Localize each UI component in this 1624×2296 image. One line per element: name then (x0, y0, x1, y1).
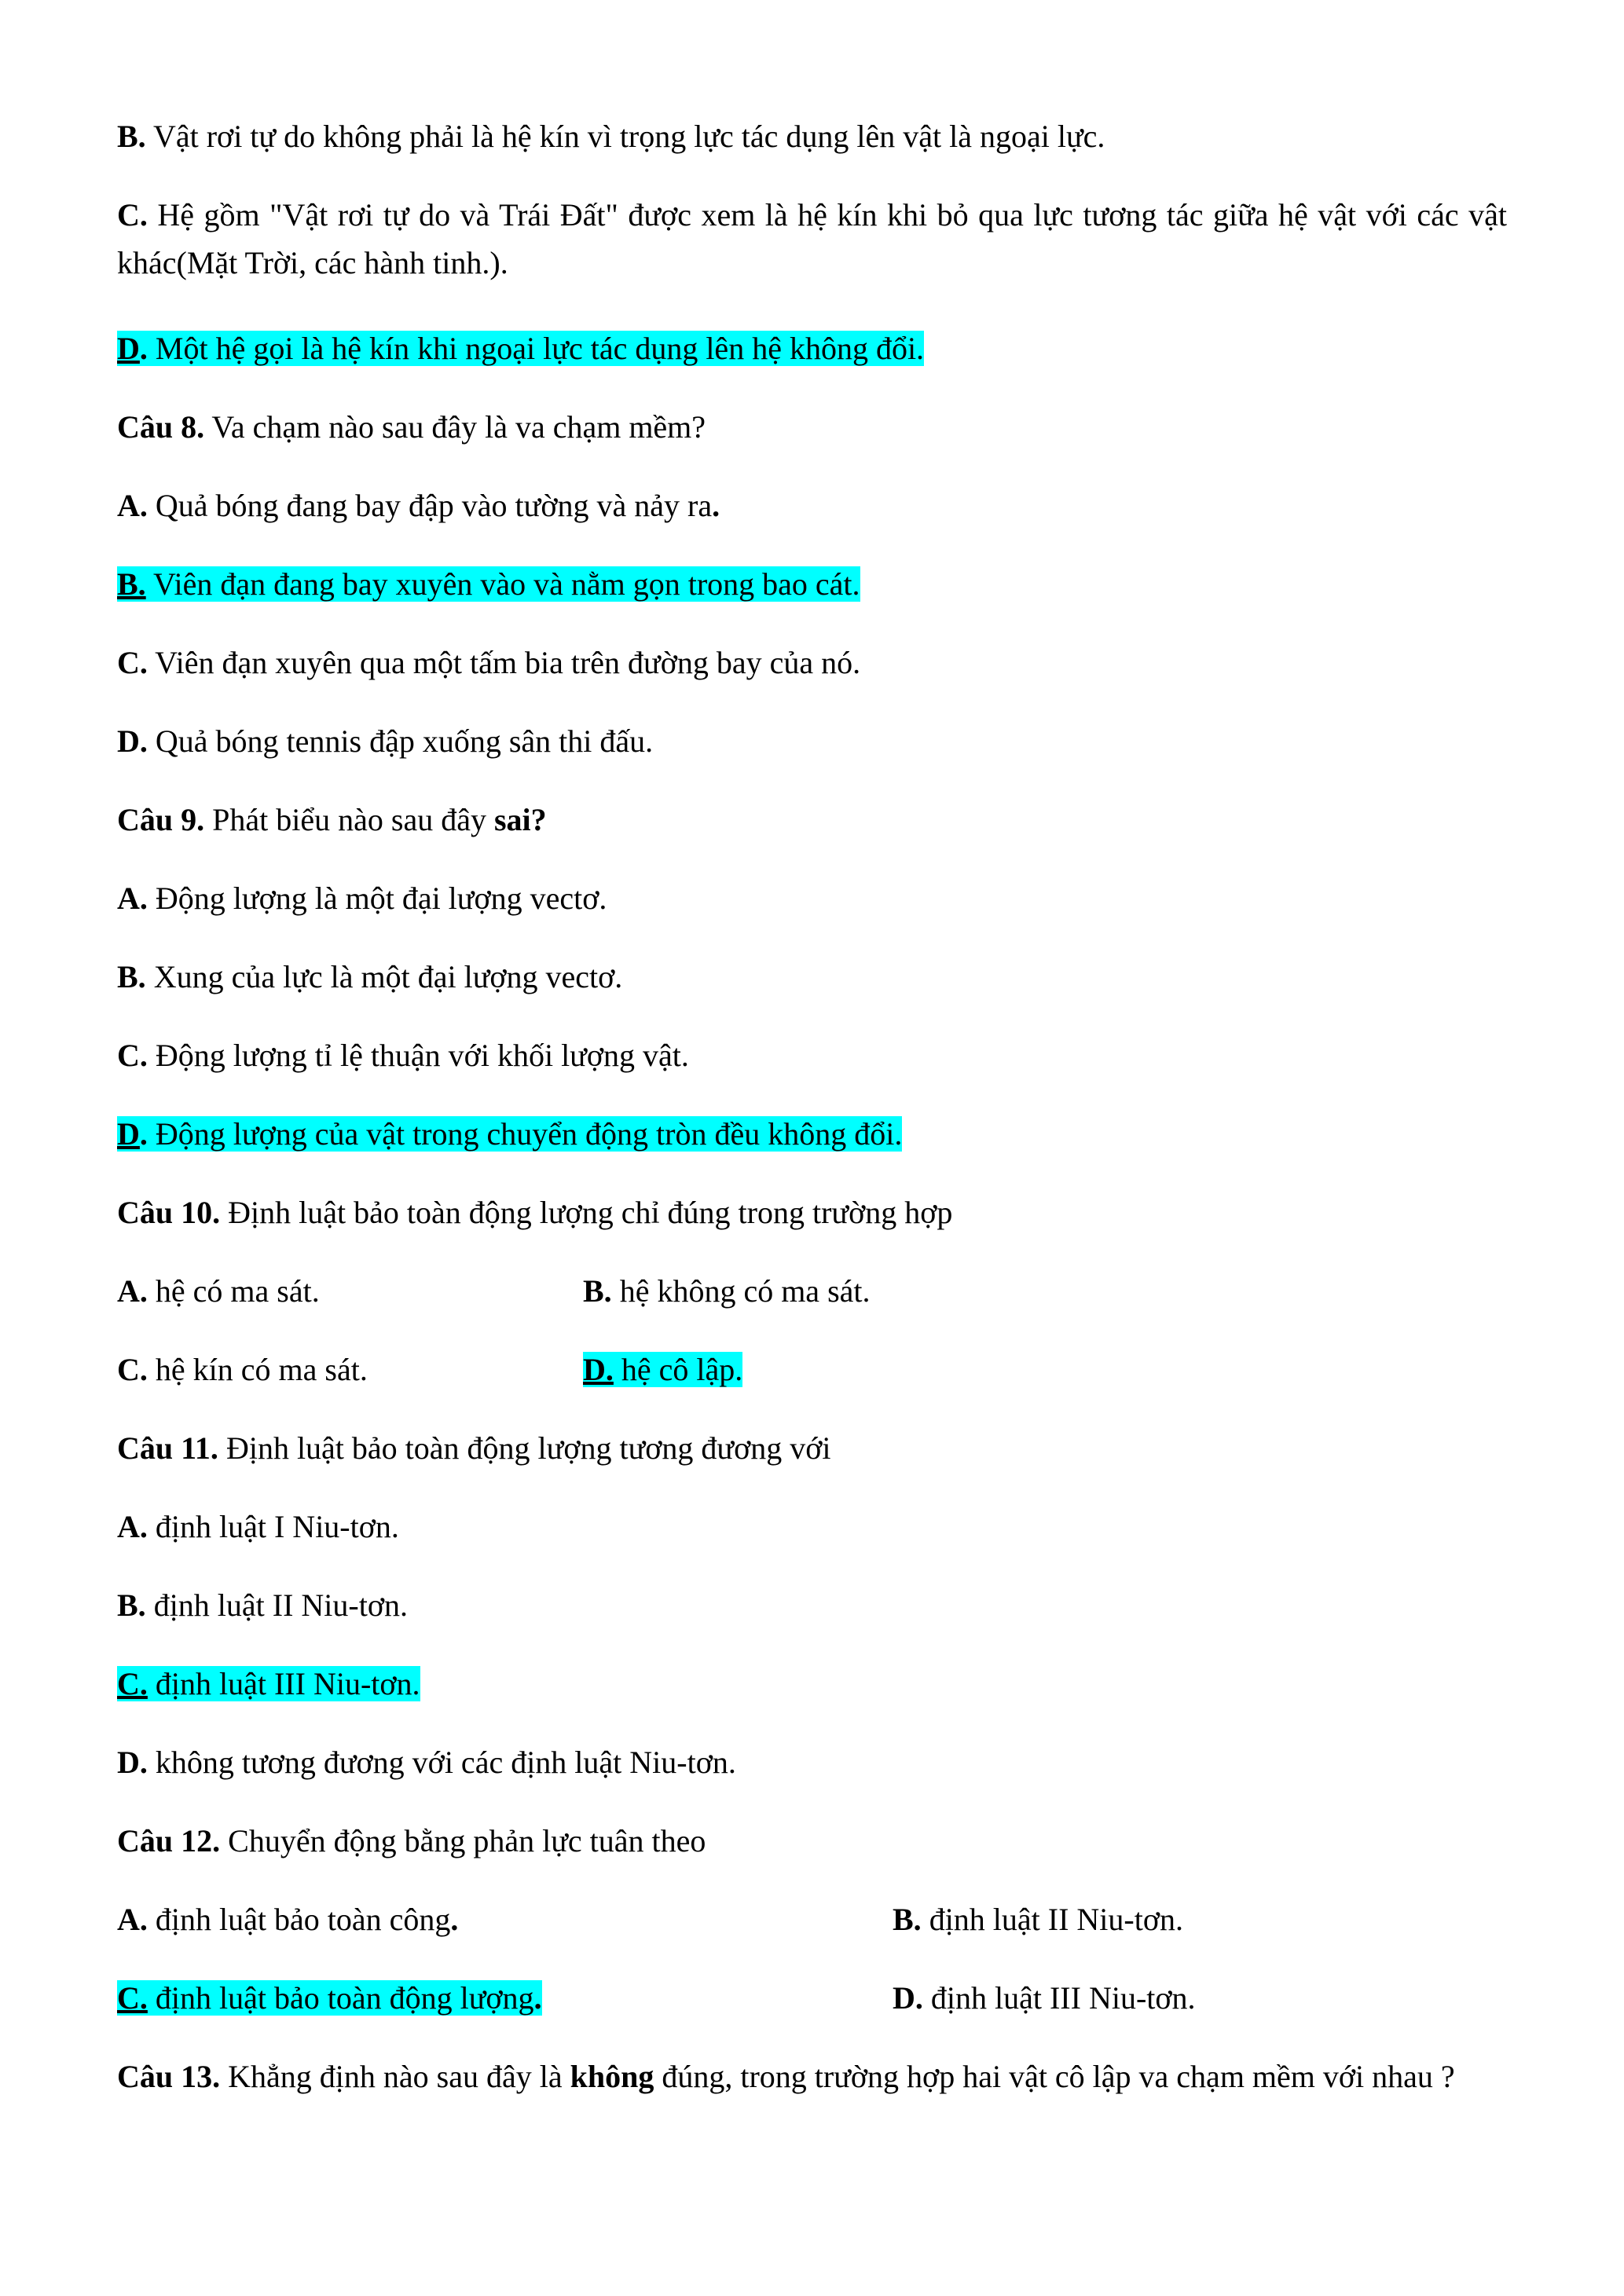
q12-option-c-answer (117, 1980, 542, 2016)
q12-option-a: A. định luật bảo toàn công. (117, 1902, 459, 1937)
answer-highlight: B. Viên đạn đang bay xuyên vào và nằm gọn trong bao cát. (117, 566, 860, 602)
q8-option-d: D. Quả bóng tennis đập xuống sân thi đấu. (117, 723, 654, 759)
q8-option-c: C. Viên đạn xuyên qua một tấm bia trên đường bay của nó. (117, 645, 861, 680)
q9-option-d-answer (117, 1116, 903, 1152)
q12-option-b: B. định luật II Niu-tơn. (893, 1902, 1184, 1937)
question-10: Câu 10. Định luật bảo toàn động lượng chỉ đúng trong trường hợp (117, 1195, 953, 1230)
answer-highlight: C. định luật bảo toàn động lượng. (117, 1980, 542, 2016)
q11-option-d: D. không tương đương với các định luật Niu-tơn. (117, 1745, 736, 1780)
q9-option-b: B. Xung của lực là một đại lượng vectơ. (117, 959, 623, 994)
answer-highlight: D. hệ cô lập. (583, 1352, 743, 1387)
q10-option-b: B. hệ không có ma sát. (583, 1273, 871, 1309)
q9-option-c: C. Động lượng tỉ lệ thuận với khối lượng vật. (117, 1038, 689, 1073)
q12-option-d: D. định luật III Niu-tơn. (893, 1980, 1196, 2016)
q9-option-a: A. Động lượng là một đại lượng vectơ. (117, 881, 607, 916)
q10-option-a: A. hệ có ma sát. (117, 1273, 320, 1309)
q11-option-b: B. định luật II Niu-tơn. (117, 1587, 409, 1623)
question-9: Câu 9. Phát biểu nào sau đây sai? (117, 802, 547, 837)
answer-highlight: D. Động lượng của vật trong chuyển động tròn đều không đổi. (117, 1116, 903, 1152)
question-11: Câu 11. Định luật bảo toàn động lượng tương đương với (117, 1430, 831, 1466)
question-13: Câu 13. Khẳng định nào sau đây là không đúng, trong trường hợp hai vật cô lập va chạm mềm với nhau ? (117, 2059, 1455, 2094)
q11-option-c-answer (117, 1668, 420, 1700)
option-d-answer (117, 333, 924, 364)
q10-option-d-answer (583, 1354, 742, 1386)
option-c: C. Hệ gồm "Vật rơi tự do và Trái Đất" được xem là hệ kín khi bỏ qua lực tương tác giữa hệ vật với các vật khác(Mặt Trời, các hành tinh.). (117, 197, 1507, 280)
option-b: B. Vật rơi tự do không phải là hệ kín vì trọng lực tác dụng lên vật là ngoại lực. (117, 119, 1105, 154)
q8-option-b-answer (117, 566, 860, 602)
question-12: Câu 12. Chuyển động bằng phản lực tuân theo (117, 1823, 706, 1858)
q10-option-c: C. hệ kín có ma sát. (117, 1352, 368, 1387)
q11-option-a: A. định luật I Niu-tơn. (117, 1509, 399, 1544)
question-8: Câu 8. Va chạm nào sau đây là va chạm mềm? (117, 409, 706, 445)
q8-option-a: A. Quả bóng đang bay đập vào tường và nảy ra. (117, 488, 720, 523)
answer-highlight: C. định luật III Niu-tơn. (117, 1666, 420, 1701)
answer-highlight: D. Một hệ gọi là hệ kín khi ngoại lực tác dụng lên hệ không đổi. (117, 331, 925, 366)
